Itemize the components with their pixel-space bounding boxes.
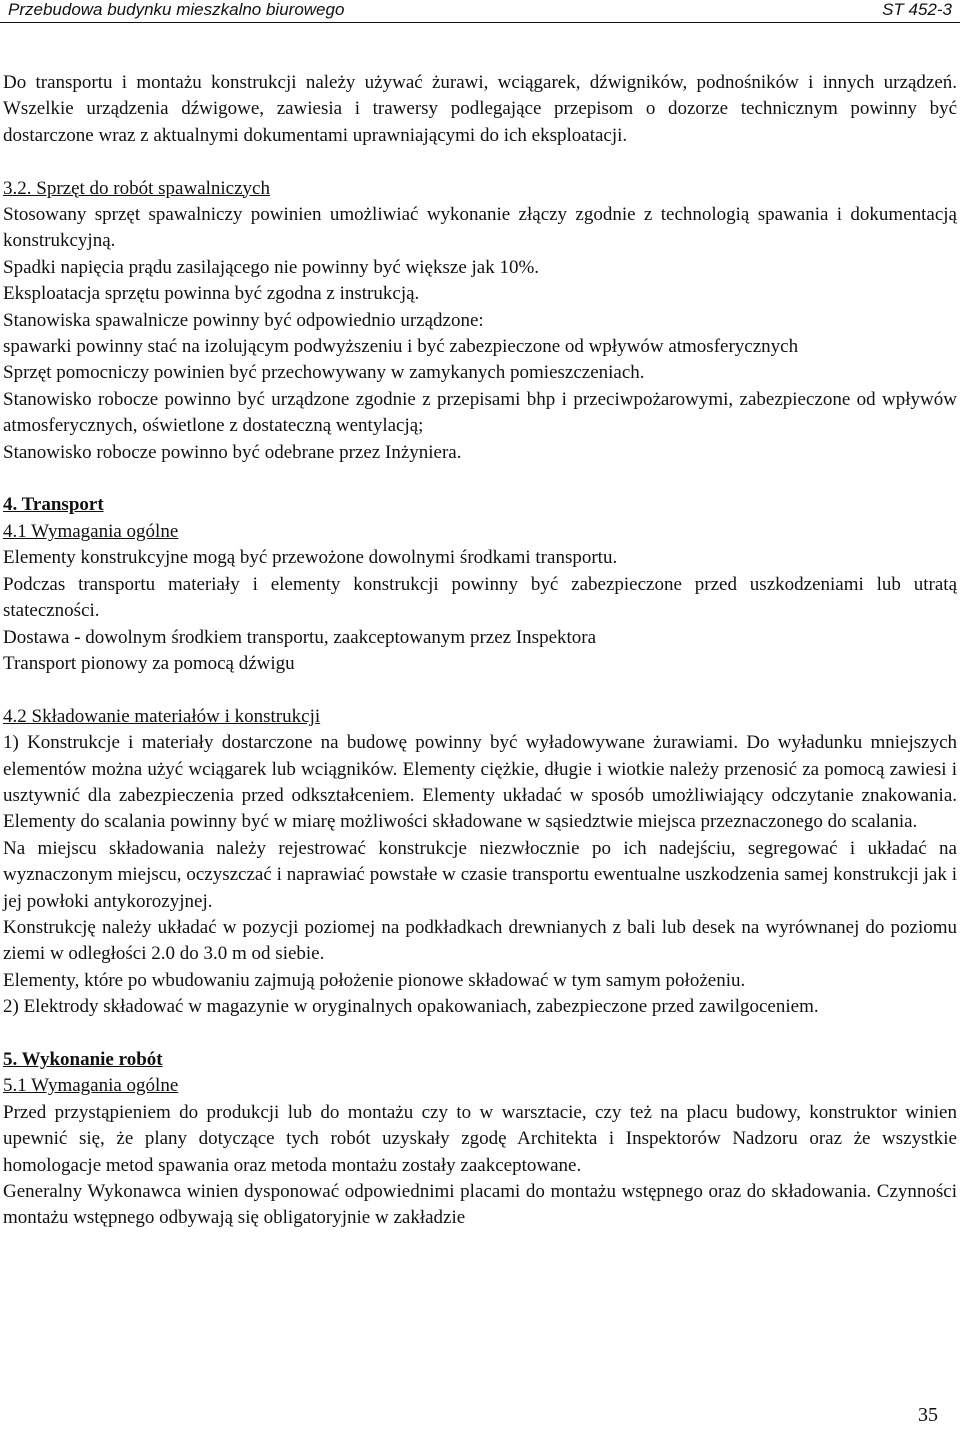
paragraph: Elementy konstrukcyjne mogą być przewożone dowolnymi środkami transportu. <box>3 547 618 569</box>
section-4-2-heading: 4.2 Składowanie materiałów i konstrukcji <box>3 705 321 727</box>
paragraph: Dostawa - dowolnym środkiem transportu, zaakceptowanym przez Inspektora <box>3 626 597 648</box>
subsection-heading <box>3 519 957 545</box>
paragraph: spawarki powinny stać na izolującym podwyższeniu i być zabezpieczone od wpływów atmosferycznych <box>3 336 799 358</box>
section-3-2-heading: 3.2. Sprzęt do robót spawalniczych <box>3 177 270 199</box>
document-body <box>3 70 957 1232</box>
paragraph: Elementy, które po wbudowaniu zajmują położenie pionowe składować w tym samym położeniu. <box>3 969 746 991</box>
spacer <box>3 677 957 703</box>
paragraph: Sprzęt pomocniczy powinien być przechowywany w zamykanych pomieszczeniach. <box>3 362 645 384</box>
paragraph: Stanowisko robocze powinno być odebrane przez Inżyniera. <box>3 441 462 463</box>
paragraph: Stosowany sprzęt spawalniczy powinien umożliwiać wykonanie złączy zgodnie z technologią spawania i dokumentacją konstrukcyjną. <box>3 204 957 252</box>
page-number: 35 <box>918 1404 938 1426</box>
paragraph: Przed przystąpieniem do produkcji lub do montażu czy to w warsztacie, czy też na placu budowy, konstruktor winien upewnić się, że plany dotyczące tych robót uzyskały zgodę Architekta i Inspektorów Nadzoru oraz że wszystkie homologacje metod spawania oraz metoda montażu zostały zaakceptowane. <box>3 1101 957 1176</box>
subsection-heading <box>3 1073 957 1099</box>
chapter-heading <box>3 1047 957 1073</box>
paragraph: Podczas transportu materiały i elementy konstrukcji powinny być zabezpieczone przed uszkodzeniami lub utratą stateczności. <box>3 573 957 622</box>
paragraph: Konstrukcję należy układać w pozycji poziomej na podkładkach drewnianych z bali lub desek na wyrównanej do poziomu ziemi w odległości 2.0 do 3.0 m od siebie. <box>3 916 957 965</box>
document-code: ST 452-3 <box>882 0 952 19</box>
chapter-heading <box>3 492 957 518</box>
paragraph: Eksploatacja sprzętu powinna być zgodna z instrukcją. <box>3 283 420 305</box>
section-heading <box>3 176 957 202</box>
paragraph: Spadki napięcia prądu zasilającego nie powinny być większe jak 10%. <box>3 256 540 278</box>
paragraph: 1) Konstrukcje i materiały dostarczone na budowę powinny być wyładowywane żurawiami. Do wyładunku mniejszych elementów można użyć wciągarek lub wciągników. Elementy ciężkie, długie i wiotkie należy przenosić za pomocą zawiesi i usztywnić dla zabezpieczenia przed odkształceniem. Elementy układać w sposób umożliwiający odczytanie znakowania. Elementy do scalania powinny być w miarę możliwości składowane w sąsiedztwie miejsca przeznaczonego do scalania. <box>3 732 957 833</box>
spacer <box>3 466 957 492</box>
paragraph: Stanowiska spawalnicze powinny być odpowiednio urządzone: <box>3 309 484 331</box>
section-4-1-heading: 4.1 Wymagania ogólne <box>3 520 179 542</box>
paragraph: Do transportu i montażu konstrukcji należy używać żurawi, wciągarek, dźwigników, podnośników i innych urządzeń. Wszelkie urządzenia dźwigowe, zawiesia i trawersy podlegające przepisom o dozorze technicznym powinny być dostarczone wraz z aktualnymi dokumentami uprawniającymi do ich eksploatacji. <box>3 72 957 146</box>
paragraph: Generalny Wykonawca winien dysponować odpowiednimi placami do montażu wstępnego oraz do składowania. Czynności montażu wstępnego odbywają się obligatoryjnie w zakładzie <box>3 1181 957 1229</box>
section-4-heading: 4. Transport <box>3 494 104 516</box>
paragraph: Na miejscu składowania należy rejestrować konstrukcje niezwłocznie po ich nadejściu, segregować i układać na wyznaczonym miejscu, oczyszczać i naprawiać powstałe w czasie transportu ewentualne uszkodzenia samej konstrukcji jak i jej powłoki antykorozyjnej. <box>3 837 957 912</box>
paragraph: Transport pionowy za pomocą dźwigu <box>3 652 295 674</box>
subsection-heading <box>3 704 957 730</box>
paragraph: Stanowisko robocze powinno być urządzone zgodnie z przepisami bhp i przeciwpożarowymi, zabezpieczone od wpływów atmosferycznych, oświetlone z dostateczną wentylacją; <box>3 388 957 437</box>
section-5-heading: 5. Wykonanie robót <box>3 1048 163 1070</box>
spacer <box>3 1021 957 1047</box>
section-5-1-heading: 5.1 Wymagania ogólne <box>3 1075 179 1097</box>
spacer <box>3 149 957 175</box>
document-title: Przebudowa budynku mieszkalno biurowego <box>8 0 345 19</box>
page-header <box>0 0 960 23</box>
paragraph: 2) Elektrody składować w magazynie w oryginalnych opakowaniach, zabezpieczone przed zawilgoceniem. <box>3 996 819 1018</box>
